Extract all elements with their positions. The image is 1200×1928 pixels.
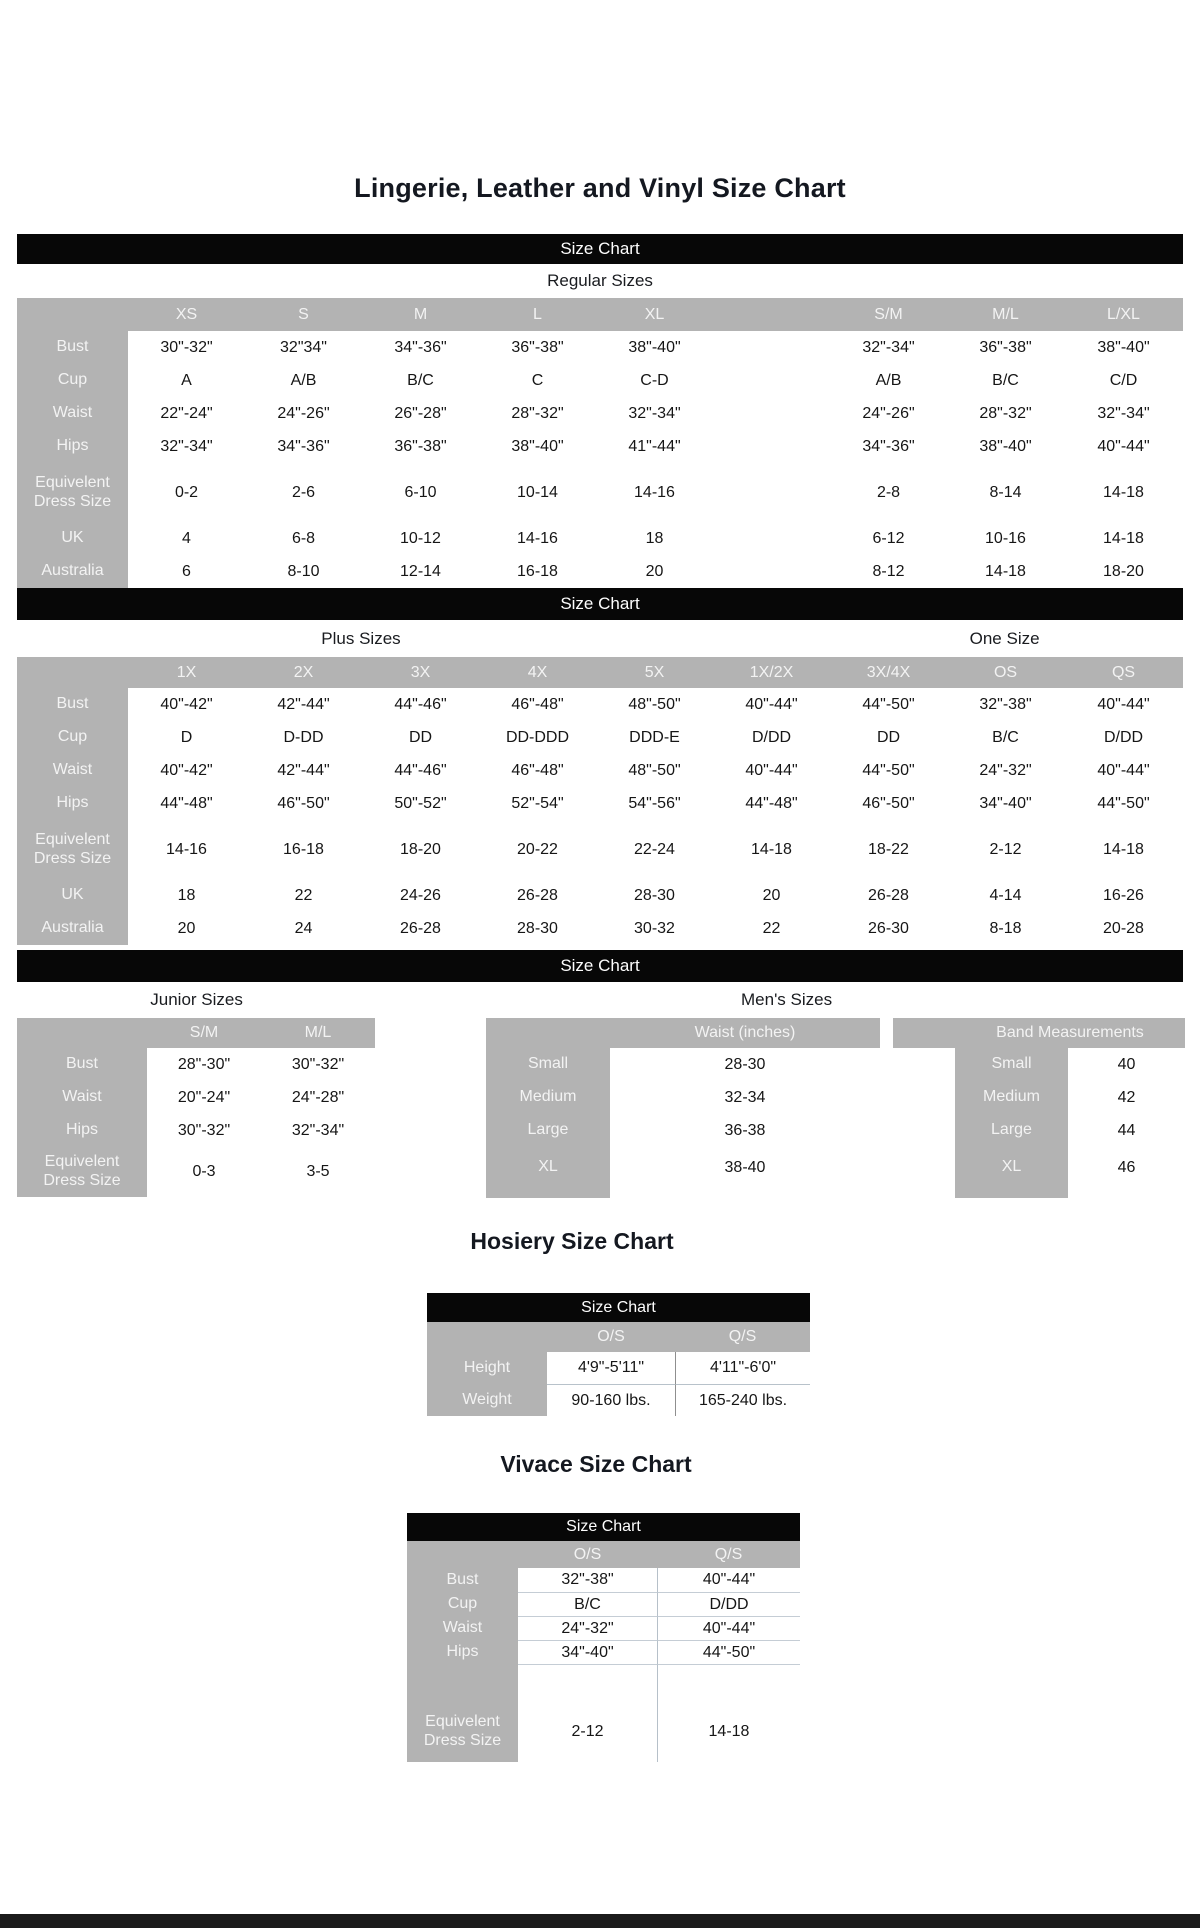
- row-label: Height: [427, 1352, 547, 1384]
- table-cell: 12-14: [362, 555, 479, 588]
- table-cell: 38"-40": [1064, 331, 1183, 364]
- table-cell: 32-34: [610, 1081, 880, 1114]
- column-header: L: [479, 298, 596, 331]
- size-chart-bar: [17, 950, 1183, 982]
- table-cell: C-D: [596, 364, 713, 397]
- row-label: Hips: [17, 787, 128, 820]
- table-cell: 2-8: [830, 463, 947, 522]
- mens-sizes-label: Men's Sizes: [740, 990, 833, 1009]
- table-cell: 44"-50": [1064, 787, 1183, 820]
- table-cell: D/DD: [713, 721, 830, 754]
- table-cell: 2-6: [245, 463, 362, 522]
- column-header: 4X: [479, 657, 596, 688]
- table-cell: 40"-42": [128, 688, 245, 721]
- table-cell: [713, 555, 830, 588]
- row-label: Bust: [407, 1568, 518, 1592]
- table-cell: 28-30: [610, 1048, 880, 1081]
- row-label: Small: [955, 1048, 1068, 1081]
- page-title: Lingerie, Leather and Vinyl Size Chart: [354, 173, 846, 203]
- table-cell: 14-18: [1064, 463, 1183, 522]
- column-header: QS: [1064, 657, 1183, 688]
- size-chart-bar-label: Size Chart: [566, 1518, 641, 1535]
- table-cell: 26-28: [362, 912, 479, 945]
- row-label: Equivelent Dress Size: [17, 463, 128, 522]
- table-cell: 38-40: [610, 1147, 880, 1188]
- table-cell: C: [479, 364, 596, 397]
- row-label: Hips: [17, 430, 128, 463]
- tail-cell: [955, 1188, 1068, 1198]
- table-cell: 46: [1068, 1147, 1185, 1188]
- row-label: Waist: [17, 1081, 147, 1114]
- table-cell: 40"-44": [713, 688, 830, 721]
- table-cell: 30-32: [596, 912, 713, 945]
- row-label: Australia: [17, 912, 128, 945]
- bottom-bar: [0, 1914, 1200, 1928]
- table-cell: 20"-24": [147, 1081, 261, 1114]
- table-cell: 6-8: [245, 522, 362, 555]
- table-cell: 16-18: [479, 555, 596, 588]
- row-label: XL: [955, 1147, 1068, 1188]
- table-cell: 54"-56": [596, 787, 713, 820]
- table-cell: 40"-44": [657, 1616, 800, 1640]
- table-cell: [713, 331, 830, 364]
- gap-cell: [407, 1664, 518, 1702]
- table-cell: DD-DDD: [479, 721, 596, 754]
- table-cell: 40: [1068, 1048, 1185, 1081]
- table-cell: 46"-48": [479, 754, 596, 787]
- table-cell: 26-28: [479, 879, 596, 912]
- table-cell: 26-30: [830, 912, 947, 945]
- table-cell: 24-26: [362, 879, 479, 912]
- table-cell: 30"-32": [261, 1048, 375, 1081]
- hosiery-table: [427, 1322, 810, 1416]
- size-chart-bar: [17, 234, 1183, 264]
- table-cell: 42"-44": [245, 688, 362, 721]
- row-label: Equivelent Dress Size: [407, 1702, 518, 1762]
- table-cell: 34"-36": [245, 430, 362, 463]
- header-spacer-cell: [486, 1018, 610, 1048]
- table-cell: 4'9"-5'11": [547, 1352, 675, 1384]
- vivace-table: [407, 1541, 800, 1762]
- table-cell: 6-12: [830, 522, 947, 555]
- table-cell: 18: [128, 879, 245, 912]
- table-cell: 28-30: [596, 879, 713, 912]
- table-cell: 14-16: [479, 522, 596, 555]
- table-cell: D/DD: [1064, 721, 1183, 754]
- table-cell: [713, 522, 830, 555]
- one-size-label: One Size: [969, 628, 1040, 648]
- table-cell: 34"-36": [362, 331, 479, 364]
- row-label: Equivelent Dress Size: [17, 1147, 147, 1197]
- size-chart-bar-label: Size Chart: [560, 956, 640, 975]
- gap-cell: [657, 1664, 800, 1702]
- size-chart-bar-label: Size Chart: [560, 239, 640, 258]
- table-cell: [713, 430, 830, 463]
- column-header: S/M: [830, 298, 947, 331]
- table-cell: 0-2: [128, 463, 245, 522]
- header-spacer-cell: [427, 1322, 547, 1352]
- table-cell: 38"-40": [596, 331, 713, 364]
- row-label: Medium: [955, 1081, 1068, 1114]
- table-cell: 32"34": [245, 331, 362, 364]
- table-cell: 48"-50": [596, 688, 713, 721]
- row-spacer-cell: [893, 1081, 955, 1114]
- hosiery-heading: Hosiery Size Chart: [470, 1228, 674, 1254]
- column-header: M/L: [261, 1018, 375, 1048]
- table-cell: D-DD: [245, 721, 362, 754]
- table-cell: 44"-46": [362, 754, 479, 787]
- table-cell: 14-18: [657, 1702, 800, 1762]
- row-label: Hips: [17, 1114, 147, 1147]
- tail-cell: [1068, 1188, 1185, 1198]
- size-chart-bar-label: Size Chart: [581, 1298, 656, 1316]
- row-label: Weight: [427, 1384, 547, 1416]
- table-cell: 30"-32": [128, 331, 245, 364]
- table-cell: 40"-42": [128, 754, 245, 787]
- table-cell: B/C: [947, 364, 1064, 397]
- row-label: Cup: [17, 721, 128, 754]
- table-cell: 32"-34": [128, 430, 245, 463]
- table-cell: 26-28: [830, 879, 947, 912]
- table-cell: 46"-48": [479, 688, 596, 721]
- table-cell: 24"-26": [830, 397, 947, 430]
- row-spacer-cell: [893, 1114, 955, 1147]
- table-cell: 0-3: [147, 1147, 261, 1197]
- column-header: 5X: [596, 657, 713, 688]
- table-cell: 4'11"-6'0": [675, 1352, 810, 1384]
- table-cell: B/C: [947, 721, 1064, 754]
- column-header: XL: [596, 298, 713, 331]
- table-cell: B/C: [518, 1592, 657, 1616]
- table-cell: [713, 364, 830, 397]
- table-cell: 52"-54": [479, 787, 596, 820]
- table-cell: 48"-50": [596, 754, 713, 787]
- table-cell: 165-240 lbs.: [675, 1384, 810, 1416]
- table-cell: 34"-40": [518, 1640, 657, 1664]
- table-cell: DD: [830, 721, 947, 754]
- column-header: OS: [947, 657, 1064, 688]
- table-cell: 46"-50": [245, 787, 362, 820]
- column-header: L/XL: [1064, 298, 1183, 331]
- table-cell: 14-16: [596, 463, 713, 522]
- row-label: Cup: [407, 1592, 518, 1616]
- column-header: Q/S: [657, 1541, 800, 1568]
- size-chart-bar: [427, 1293, 810, 1322]
- table-cell: 40"-44": [713, 754, 830, 787]
- table-cell: 34"-40": [947, 787, 1064, 820]
- row-label: XL: [486, 1147, 610, 1188]
- column-header: XS: [128, 298, 245, 331]
- table-cell: 22"-24": [128, 397, 245, 430]
- table-cell: 22: [713, 912, 830, 945]
- table-cell: 20: [713, 879, 830, 912]
- row-label: Bust: [17, 688, 128, 721]
- row-label: Australia: [17, 555, 128, 588]
- table-cell: 44"-48": [713, 787, 830, 820]
- table-cell: DD: [362, 721, 479, 754]
- table-cell: A/B: [830, 364, 947, 397]
- row-label: Large: [955, 1114, 1068, 1147]
- plus-sizes-subtitle-row: [17, 620, 1183, 657]
- table-cell: D/DD: [657, 1592, 800, 1616]
- row-label: UK: [17, 879, 128, 912]
- plus-sizes-section: [17, 588, 1183, 945]
- row-label: Medium: [486, 1081, 610, 1114]
- regular-sizes-label: Regular Sizes: [547, 271, 653, 290]
- column-header: Waist (inches): [610, 1018, 880, 1048]
- table-cell: 24"-28": [261, 1081, 375, 1114]
- table-cell: 44"-50": [830, 754, 947, 787]
- table-cell: 40"-44": [1064, 688, 1183, 721]
- table-cell: 4: [128, 522, 245, 555]
- table-cell: 46"-50": [830, 787, 947, 820]
- plus-sizes-label: Plus Sizes: [321, 628, 401, 648]
- table-cell: 14-18: [947, 555, 1064, 588]
- table-cell: 3-5: [261, 1147, 375, 1197]
- size-chart-bar-label: Size Chart: [560, 594, 640, 613]
- table-cell: 28-30: [479, 912, 596, 945]
- junior-mens-section: [17, 950, 1183, 1200]
- table-cell: 32"-38": [518, 1568, 657, 1592]
- table-cell: 40"-44": [1064, 430, 1183, 463]
- column-header: S: [245, 298, 362, 331]
- table-cell: 36"-38": [362, 430, 479, 463]
- column-header: 2X: [245, 657, 362, 688]
- row-spacer-cell: [893, 1147, 955, 1188]
- vivace-section: [407, 1513, 800, 1762]
- header-spacer-cell: [893, 1018, 955, 1048]
- table-cell: 22: [245, 879, 362, 912]
- column-header: 1X: [128, 657, 245, 688]
- table-cell: 14-18: [713, 820, 830, 879]
- tail-cell: [486, 1188, 610, 1198]
- table-cell: 36"-38": [947, 331, 1064, 364]
- table-cell: 36-38: [610, 1114, 880, 1147]
- table-cell: 32"-38": [947, 688, 1064, 721]
- table-cell: 8-10: [245, 555, 362, 588]
- table-cell: 2-12: [947, 820, 1064, 879]
- regular-sizes-table: [17, 298, 1183, 588]
- table-cell: DDD-E: [596, 721, 713, 754]
- table-cell: 10-12: [362, 522, 479, 555]
- table-cell: 18-22: [830, 820, 947, 879]
- header-spacer-cell: [407, 1541, 518, 1568]
- hosiery-section: [427, 1293, 810, 1416]
- table-cell: 16-26: [1064, 879, 1183, 912]
- table-cell: 44"-46": [362, 688, 479, 721]
- table-cell: 40"-44": [657, 1568, 800, 1592]
- table-cell: 32"-34": [261, 1114, 375, 1147]
- row-label: UK: [17, 522, 128, 555]
- table-cell: 10-16: [947, 522, 1064, 555]
- table-cell: 14-16: [128, 820, 245, 879]
- table-cell: 44"-50": [657, 1640, 800, 1664]
- header-spacer-cell: [17, 657, 128, 688]
- table-cell: 24"-26": [245, 397, 362, 430]
- junior-mens-tables-row: [17, 1018, 1183, 1200]
- table-cell: 10-14: [479, 463, 596, 522]
- table-cell: 28"-32": [479, 397, 596, 430]
- column-header: O/S: [547, 1322, 675, 1352]
- column-header: 1X/2X: [713, 657, 830, 688]
- row-label: Equivelent Dress Size: [17, 820, 128, 879]
- table-cell: C/D: [1064, 364, 1183, 397]
- table-cell: 18-20: [362, 820, 479, 879]
- table-cell: 14-18: [1064, 522, 1183, 555]
- mens-waist-table: [486, 1018, 880, 1198]
- column-header: 3X/4X: [830, 657, 947, 688]
- junior-mens-subtitle-row: [17, 982, 1183, 1018]
- table-cell: 38"-40": [947, 430, 1064, 463]
- table-cell: 26"-28": [362, 397, 479, 430]
- row-label: Bust: [17, 331, 128, 364]
- row-label: Hips: [407, 1640, 518, 1664]
- table-cell: 8-12: [830, 555, 947, 588]
- table-cell: 20: [596, 555, 713, 588]
- row-spacer-cell: [893, 1048, 955, 1081]
- column-header: 3X: [362, 657, 479, 688]
- table-cell: 42: [1068, 1081, 1185, 1114]
- table-cell: 90-160 lbs.: [547, 1384, 675, 1416]
- row-label: Waist: [407, 1616, 518, 1640]
- column-header: Band Measurements: [955, 1018, 1185, 1048]
- table-cell: 42"-44": [245, 754, 362, 787]
- regular-sizes-section: [17, 234, 1183, 588]
- table-cell: A/B: [245, 364, 362, 397]
- table-cell: 50"-52": [362, 787, 479, 820]
- table-cell: D: [128, 721, 245, 754]
- table-cell: 30"-32": [147, 1114, 261, 1147]
- column-header: O/S: [518, 1541, 657, 1568]
- table-cell: 16-18: [245, 820, 362, 879]
- header-spacer-cell: [17, 298, 128, 331]
- table-cell: 20-22: [479, 820, 596, 879]
- table-cell: [713, 397, 830, 430]
- vivace-heading: Vivace Size Chart: [500, 1451, 692, 1477]
- table-cell: 32"-34": [1064, 397, 1183, 430]
- mens-band-table: [893, 1018, 1185, 1198]
- table-cell: 14-18: [1064, 820, 1183, 879]
- row-label: Small: [486, 1048, 610, 1081]
- table-cell: 8-14: [947, 463, 1064, 522]
- table-cell: 44"-50": [830, 688, 947, 721]
- junior-sizes-table: [17, 1018, 375, 1197]
- column-header: M/L: [947, 298, 1064, 331]
- row-label: Cup: [17, 364, 128, 397]
- row-label: Large: [486, 1114, 610, 1147]
- table-cell: 38"-40": [479, 430, 596, 463]
- column-header: M: [362, 298, 479, 331]
- tail-cell: [893, 1188, 955, 1198]
- row-label: Bust: [17, 1048, 147, 1081]
- table-cell: 22-24: [596, 820, 713, 879]
- regular-sizes-subtitle-row: [17, 264, 1183, 298]
- table-cell: 6: [128, 555, 245, 588]
- table-cell: 24"-32": [518, 1616, 657, 1640]
- table-cell: 18-20: [1064, 555, 1183, 588]
- header-spacer-cell: [17, 1018, 147, 1048]
- row-label: Waist: [17, 754, 128, 787]
- table-cell: 32"-34": [596, 397, 713, 430]
- table-cell: A: [128, 364, 245, 397]
- table-cell: 34"-36": [830, 430, 947, 463]
- tail-cell: [610, 1188, 880, 1198]
- row-label: Waist: [17, 397, 128, 430]
- table-cell: 8-18: [947, 912, 1064, 945]
- table-cell: 18: [596, 522, 713, 555]
- table-cell: 44"-48": [128, 787, 245, 820]
- table-cell: 32"-34": [830, 331, 947, 364]
- size-chart-bar: [407, 1513, 800, 1541]
- table-cell: 2-12: [518, 1702, 657, 1762]
- table-cell: 28"-30": [147, 1048, 261, 1081]
- junior-sizes-label: Junior Sizes: [150, 990, 243, 1009]
- table-cell: 36"-38": [479, 331, 596, 364]
- table-cell: B/C: [362, 364, 479, 397]
- table-cell: 20-28: [1064, 912, 1183, 945]
- table-cell: 44: [1068, 1114, 1185, 1147]
- table-cell: 41"-44": [596, 430, 713, 463]
- column-header: Q/S: [675, 1322, 810, 1352]
- gap-cell: [518, 1664, 657, 1702]
- table-cell: 28"-32": [947, 397, 1064, 430]
- table-cell: 6-10: [362, 463, 479, 522]
- table-cell: 24: [245, 912, 362, 945]
- table-cell: [713, 463, 830, 522]
- table-cell: 20: [128, 912, 245, 945]
- column-header: [713, 298, 830, 331]
- table-cell: 4-14: [947, 879, 1064, 912]
- plus-sizes-table: [17, 657, 1183, 945]
- size-chart-bar: [17, 588, 1183, 620]
- column-header: S/M: [147, 1018, 261, 1048]
- table-cell: 24"-32": [947, 754, 1064, 787]
- table-cell: 40"-44": [1064, 754, 1183, 787]
